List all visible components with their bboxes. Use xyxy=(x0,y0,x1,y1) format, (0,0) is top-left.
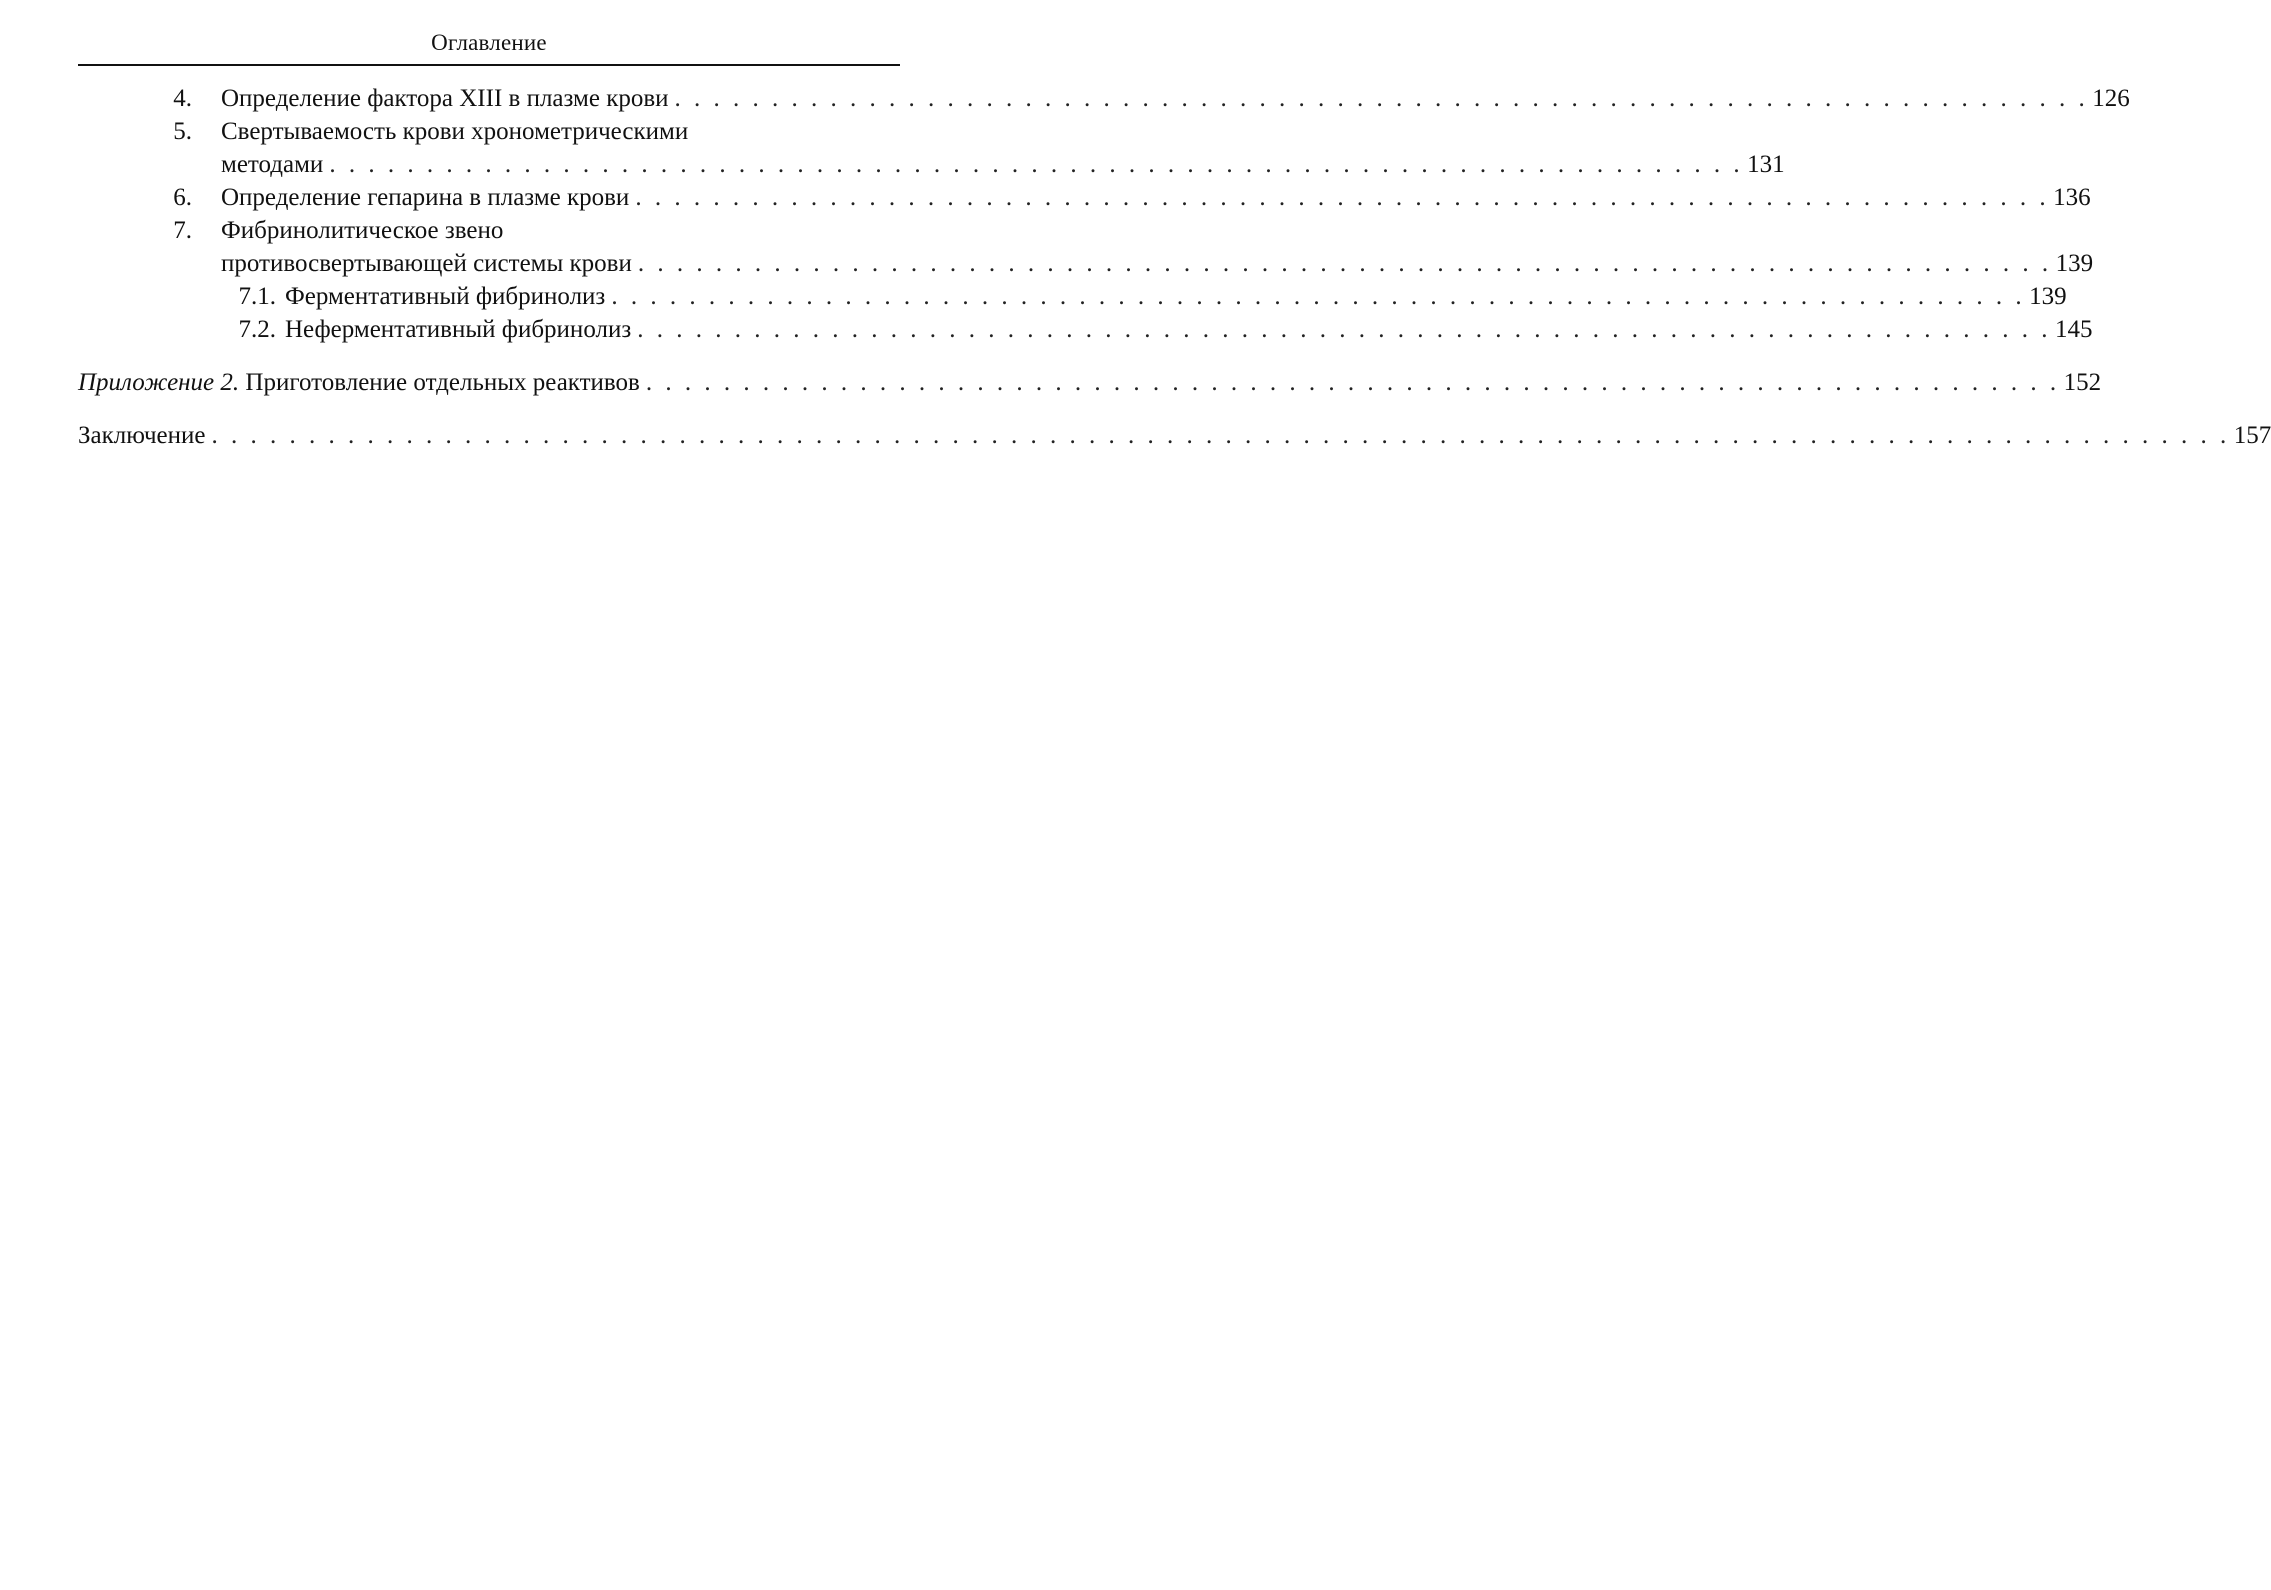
toc-entry-number: 6. xyxy=(173,184,192,211)
dot-leader: . . . . . . . . . . . . . . . . . . . . . . . . . . . . . . . . . . . . . . . . . . . . . . . . . . . . . . . . . . . . . . . . . . . . . . . . . xyxy=(637,316,2051,343)
toc-entry-7-1[interactable] xyxy=(0,280,2067,313)
header-rule xyxy=(78,64,900,66)
dot-leader: . . . . . . . . . . . . . . . . . . . . . . . . . . . . . . . . . . . . . . . . . . . . . . . . . . . . . . . . . . . . . . . . . . . . . . . . . xyxy=(611,283,2026,310)
toc-entry-number: 7.1. xyxy=(238,283,276,310)
toc-page-number: 136 xyxy=(2053,184,2091,211)
dot-leader: . . . . . . . . . . . . . . . . . . . . . . . . . . . . . . . . . . . . . . . . . . . . . . . . . . . . . . . . . . . . . . . . . . . . . . . . . xyxy=(635,184,2050,211)
toc-page-number: 131 xyxy=(1747,151,1785,178)
toc-entry-number: 5. xyxy=(173,118,192,145)
toc-entry-title: Неферментативный фибринолиз xyxy=(285,316,632,343)
dot-leader: . . . . . . . . . . . . . . . . . . . . . . . . . . . . . . . . . . . . . . . . . . . . . . . . . . . . . . . . . . . . . . . . . . . . . . . . . xyxy=(674,85,2089,112)
toc-page-number: 126 xyxy=(2092,85,2130,112)
running-head-title: Оглавление xyxy=(431,30,547,55)
toc-entry-title-continued: противосвертывающей системы крови xyxy=(221,250,632,277)
toc-entry-title: Заключение xyxy=(78,422,206,449)
toc-entry-number: 4. xyxy=(173,85,192,112)
toc-entry-title: Определение гепарина в плазме крови xyxy=(221,184,630,211)
toc-entry-title: Свертываемость крови хронометрическими xyxy=(221,118,689,145)
toc-page-number: 157 xyxy=(2233,422,2271,449)
toc-entry-5[interactable] xyxy=(0,115,1785,181)
toc-entry-title: Ферментативный фибринолиз xyxy=(285,283,606,310)
toc-entry-number: 7.2. xyxy=(238,316,276,343)
table-of-contents xyxy=(0,82,2271,452)
toc-page-number: 139 xyxy=(2029,283,2067,310)
dot-leader: . . . . . . . . . . . . . . . . . . . . . . . . . . . . . . . . . . . . . . . . . . . . . . . . . . . . . . . . . . . . . . . . . . . . . . . . . . . . . . . . . . . . . . . . . . . . . . . . . . . . . . . . xyxy=(211,422,2230,449)
toc-entry-4[interactable] xyxy=(0,82,2130,115)
toc-entry-7-2[interactable] xyxy=(0,313,2093,346)
appendix-title: Приготовление отдельных реактивов xyxy=(245,369,640,396)
toc-page-number: 152 xyxy=(2063,369,2102,396)
dot-leader: . . . . . . . . . . . . . . . . . . . . . . . . . . . . . . . . . . . . . . . . . . . . . . . . . . . . . . . . . . . . . . . . . . . . . . . . . xyxy=(329,151,1744,178)
spacer xyxy=(0,399,1000,419)
toc-entry-title xyxy=(78,366,640,399)
dot-leader: . . . . . . . . . . . . . . . . . . . . . . . . . . . . . . . . . . . . . . . . . . . . . . . . . . . . . . . . . . . . . . . . . . . . . . . . . xyxy=(637,250,2052,277)
spacer xyxy=(0,346,1000,366)
toc-entry-appendix-2[interactable] xyxy=(0,366,2102,399)
toc-entry-title: Фибринолитическое звено xyxy=(221,217,504,244)
dot-leader: . . . . . . . . . . . . . . . . . . . . . . . . . . . . . . . . . . . . . . . . . . . . . . . . . . . . . . . . . . . . . . . . . . . . . . . . . xyxy=(645,369,2060,396)
toc-entry-6[interactable] xyxy=(0,181,2091,214)
toc-page-number: 139 xyxy=(2055,250,2094,277)
toc-entry-number: 7. xyxy=(173,217,192,244)
toc-entry-title: Определение фактора XIII в плазме крови xyxy=(221,85,669,112)
toc-entry-conclusion[interactable] xyxy=(0,419,2271,452)
toc-entry-title-continued: методами xyxy=(221,151,324,178)
appendix-label: Приложение 2. xyxy=(78,369,240,396)
toc-page-number: 145 xyxy=(2054,316,2093,343)
toc-entry-7[interactable] xyxy=(0,214,2094,280)
